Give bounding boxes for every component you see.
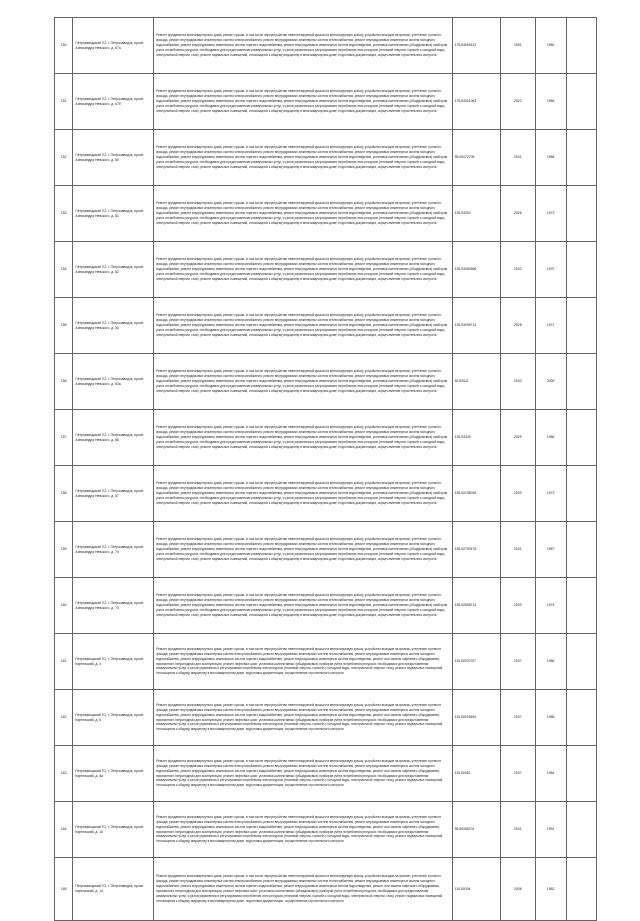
repair-program-table — [54, 17, 597, 921]
cost-cell: 135,52793178 — [452, 522, 500, 578]
address-cell: Петрозаводский ГО, г. Петрозаводск, просп. Александра Невского, д. 83 — [73, 298, 154, 354]
works-cell: Ремонт фундамента многоквартирного дома, ремонт крыши, в том числе переустройство невентилируемой крыши на вентилируемую крышу, устройство выходов на кровлю, утепление и ремонт фасада, ремонт внутридомовых инженерных систем электроснабжения, ремонт внутридомовых инженерных систем теплоснабжения, ремонт внутридомовых инженерных систем холодного водоснабжения, ремонт внутридомовых инженерных систем горячего водоснабжения, ремонт внутридомовых инженерных систем водоотведения, ремонт или замена лифтового оборудования, признанного непригодным для эксплуатации, ремонт лифтовых шахт, установка коллективных (общедомовых) приборов учета потребления ресурсов, необходимых для предоставления коммунальных услуг, и узлов управления и регулирования потребления этих ресурсов (тепловой энергии, горячей и холодной воды, электрической энергии, газа), ремонт подвальных помещений, относящихся к общему имуществу в многоквартирном доме, подготовка документации, осуществление строительного контроля — [154, 858, 452, 921]
works-cell: Ремонт фундамента многоквартирного дома, ремонт крыши, в том числе переустройство невентилируемой крыши на вентилируемую крышу, устройство выходов на кровлю, утепление и ремонт фасада, ремонт внутридомовых инженерных систем электроснабжения, ремонт внутридомовых инженерных систем теплоснабжения, ремонт внутридомовых инженерных систем холодного водоснабжения, ремонт внутридомовых инженерных систем горячего водоснабжения, ремонт внутридомовых инженерных систем водоотведения, ремонт или замена лифтового оборудования, признанного непригодным для эксплуатации, ремонт лифтовых шахт, установка коллективных (общедомовых) приборов учета потребления ресурсов, необходимых для предоставления коммунальных услуг, и узлов управления и регулирования потребления этих ресурсов (тепловой энергии, горячей и холодной воды, электрической энергии, газа), ремонт подвальных помещений, относящихся к общему имуществу в многоквартирном доме, подготовка документации, осуществление строительного контроля — [154, 802, 452, 858]
address-cell: Петрозаводский ГО, г. Петрозаводск, просп. Александра Невского, д. 83а — [73, 354, 154, 410]
address-cell: Петрозаводский ГО, г. Петрозаводск, просп. Александра Невского, д. 67а — [73, 18, 154, 74]
address-cell: Петрозаводский ГО, г. Петрозаводск, просп. Карельский, д. 14 — [73, 858, 154, 921]
row-number-cell: 165 — [55, 858, 73, 921]
address-cell: Петрозаводский ГО, г. Петрозаводск, просп. Карельский, д. 8а — [73, 746, 154, 802]
build-year-cell: 1986 — [535, 634, 566, 690]
row-number-cell: 163 — [55, 746, 73, 802]
empty-cell — [566, 298, 596, 354]
build-year-cell: 1970 — [535, 242, 566, 298]
works-cell: Ремонт фундамента многоквартирного дома, ремонт крыши, в том числе переустройство невентилируемой крыши на вентилируемую крышу, устройство выходов на кровлю, утепление и ремонт фасада, ремонт внутридомовых инженерных систем электроснабжения, ремонт внутридомовых инженерных систем теплоснабжения, ремонт внутридомовых инженерных систем холодного водоснабжения, ремонт внутридомовых инженерных систем горячего водоснабжения, ремонт внутридомовых инженерных систем водоотведения, установка коллективных (общедомовых) приборов учета потребления ресурсов, необходимых для предоставления коммунальных услуг, и узлов управления и регулирования потребления этих ресурсов (тепловой энергии, горячей и холодной воды, электрической энергии, газа), ремонт подвальных помещений, относящихся к общему имуществу в многоквартирном доме, подготовка документации, осуществление строительного контроля — [154, 186, 452, 242]
planned-year-cell: 2036 — [501, 858, 535, 921]
planned-year-cell: 2037 — [501, 690, 535, 746]
row-number-cell: 158 — [55, 466, 73, 522]
planned-year-cell: 2029 — [501, 410, 535, 466]
empty-cell — [566, 690, 596, 746]
works-cell: Ремонт фундамента многоквартирного дома, ремонт крыши, в том числе переустройство невентилируемой крыши на вентилируемую крышу, устройство выходов на кровлю, утепление и ремонт фасада, ремонт внутридомовых инженерных систем электроснабжения, ремонт внутридомовых инженерных систем теплоснабжения, ремонт внутридомовых инженерных систем холодного водоснабжения, ремонт внутридомовых инженерных систем горячего водоснабжения, ремонт внутридомовых инженерных систем водоотведения, установка коллективных (общедомовых) приборов учета потребления ресурсов, необходимых для предоставления коммунальных услуг, и узлов управления и регулирования потребления этих ресурсов (тепловой энергии, горячей и холодной воды, электрической энергии, газа), ремонт подвальных помещений, относящихся к общему имуществу в многоквартирном доме, подготовка документации, осуществление строительного контроля — [154, 410, 452, 466]
cost-cell: 135,52198026 — [452, 466, 500, 522]
cost-cell: 135,52598714 — [452, 578, 500, 634]
row-number-cell: 160 — [55, 578, 73, 634]
cost-cell: 115,50076594 — [452, 690, 500, 746]
build-year-cell: 1973 — [535, 466, 566, 522]
row-number-cell: 159 — [55, 522, 73, 578]
build-year-cell: 1966 — [535, 74, 566, 130]
cost-cell: 95,50068701 — [452, 802, 500, 858]
planned-year-cell: 2030 — [501, 578, 535, 634]
build-year-cell: 1985 — [535, 690, 566, 746]
build-year-cell: 1974 — [535, 578, 566, 634]
build-year-cell: 1986 — [535, 410, 566, 466]
planned-year-cell: 2022 — [501, 74, 535, 130]
works-cell: Ремонт фундамента многоквартирного дома, ремонт крыши, в том числе переустройство невентилируемой крыши на вентилируемую крышу, устройство выходов на кровлю, утепление и ремонт фасада, ремонт внутридомовых инженерных систем электроснабжения, ремонт внутридомовых инженерных систем теплоснабжения, ремонт внутридомовых инженерных систем холодного водоснабжения, ремонт внутридомовых инженерных систем горячего водоснабжения, ремонт внутридомовых инженерных систем водоотведения, установка коллективных (общедомовых) приборов учета потребления ресурсов, необходимых для предоставления коммунальных услуг, и узлов управления и регулирования потребления этих ресурсов (тепловой энергии, горячей и холодной воды, электрической энергии, газа), ремонт подвальных помещений, относящихся к общему имуществу в многоквартирном доме, подготовка документации, осуществление строительного контроля — [154, 74, 452, 130]
row-number-cell: 161 — [55, 634, 73, 690]
table-row — [55, 242, 597, 298]
planned-year-cell: 2051 — [501, 18, 535, 74]
table-row — [55, 130, 597, 186]
table-row — [55, 522, 597, 578]
row-number-cell: 156 — [55, 354, 73, 410]
row-number-cell: 152 — [55, 130, 73, 186]
empty-cell — [566, 466, 596, 522]
empty-cell — [566, 802, 596, 858]
table-row — [55, 74, 597, 130]
planned-year-cell: 2031 — [501, 522, 535, 578]
planned-year-cell: 2030 — [501, 466, 535, 522]
empty-cell — [566, 858, 596, 921]
row-number-cell: 162 — [55, 690, 73, 746]
works-cell: Ремонт фундамента многоквартирного дома, ремонт крыши, в том числе переустройство невентилируемой крыши на вентилируемую крышу, устройство выходов на кровлю, утепление и ремонт фасада, ремонт внутридомовых инженерных систем электроснабжения, ремонт внутридомовых инженерных систем теплоснабжения, ремонт внутридомовых инженерных систем холодного водоснабжения, ремонт внутридомовых инженерных систем горячего водоснабжения, ремонт внутридомовых инженерных систем водоотведения, установка коллективных (общедомовых) приборов учета потребления ресурсов, необходимых для предоставления коммунальных услуг, и узлов управления и регулирования потребления этих ресурсов (тепловой энергии, горячей и холодной воды, электрической энергии, газа), ремонт подвальных помещений, относящихся к общему имуществу в многоквартирном доме, подготовка документации, осуществление строительного контроля — [154, 354, 452, 410]
table-row — [55, 18, 597, 74]
address-cell: Петрозаводский ГО, г. Петрозаводск, просп. Александра Невского, д. 87 — [73, 466, 154, 522]
address-cell: Петрозаводский ГО, г. Петрозаводск, просп. Александра Невского, д. 70 — [73, 522, 154, 578]
planned-year-cell: 2028 — [501, 298, 535, 354]
planned-year-cell: 2037 — [501, 634, 535, 690]
address-cell: Петрозаводский ГО, г. Петрозаводск, просп. Карельский, д. 6 — [73, 690, 154, 746]
address-cell: Петрозаводский ГО, г. Петрозаводск, просп. Александра Невского, д. 67б — [73, 74, 154, 130]
empty-cell — [566, 242, 596, 298]
table-row — [55, 746, 597, 802]
table-row — [55, 634, 597, 690]
table-row — [55, 858, 597, 921]
table-row — [55, 578, 597, 634]
build-year-cell: 1991 — [535, 802, 566, 858]
empty-cell — [566, 522, 596, 578]
empty-cell — [566, 74, 596, 130]
works-cell: Ремонт фундамента многоквартирного дома, ремонт крыши, в том числе переустройство невентилируемой крыши на вентилируемую крышу, устройство выходов на кровлю, утепление и ремонт фасада, ремонт внутридомовых инженерных систем электроснабжения, ремонт внутридомовых инженерных систем теплоснабжения, ремонт внутридомовых инженерных систем холодного водоснабжения, ремонт внутридомовых инженерных систем горячего водоснабжения, ремонт внутридомовых инженерных систем водоотведения, установка коллективных (общедомовых) приборов учета потребления ресурсов, необходимых для предоставления коммунальных услуг, и узлов управления и регулирования потребления этих ресурсов (тепловой энергии, горячей и холодной воды, электрической энергии, газа), ремонт подвальных помещений, относящихся к общему имуществу в многоквартирном доме, подготовка документации, осуществление строительного контроля — [154, 466, 452, 522]
planned-year-cell: 2037 — [501, 746, 535, 802]
table-body — [55, 18, 597, 921]
address-cell: Петрозаводский ГО, г. Петрозаводск, просп. Александра Невского, д. 86 — [73, 410, 154, 466]
empty-cell — [566, 130, 596, 186]
cost-cell: 175,84001063 — [452, 74, 500, 130]
table-row — [55, 186, 597, 242]
cost-cell: 135,53349 — [452, 410, 500, 466]
row-number-cell: 155 — [55, 298, 73, 354]
row-number-cell: 164 — [55, 802, 73, 858]
empty-cell — [566, 186, 596, 242]
planned-year-cell: 2026 — [501, 186, 535, 242]
cost-cell: 115,50034 — [452, 858, 500, 921]
build-year-cell: 1960 — [535, 18, 566, 74]
planned-year-cell: 2041 — [501, 130, 535, 186]
row-number-cell: 154 — [55, 242, 73, 298]
works-cell: Ремонт фундамента многоквартирного дома, ремонт крыши, в том числе переустройство невентилируемой крыши на вентилируемую крышу, устройство выходов на кровлю, утепление и ремонт фасада, ремонт внутридомовых инженерных систем электроснабжения, ремонт внутридомовых инженерных систем теплоснабжения, ремонт внутридомовых инженерных систем холодного водоснабжения, ремонт внутридомовых инженерных систем горячего водоснабжения, ремонт внутридомовых инженерных систем водоотведения, установка коллективных (общедомовых) приборов учета потребления ресурсов, необходимых для предоставления коммунальных услуг, и узлов управления и регулирования потребления этих ресурсов (тепловой энергии, горячей и холодной воды, электрической энергии, газа), ремонт подвальных помещений, относящихся к общему имуществу в многоквартирном доме, подготовка документации, осуществление строительного контроля — [154, 130, 452, 186]
build-year-cell: 2000 — [535, 354, 566, 410]
document-page — [54, 17, 597, 921]
planned-year-cell: 2043 — [501, 354, 535, 410]
works-cell: Ремонт фундамента многоквартирного дома, ремонт крыши, в том числе переустройство невентилируемой крыши на вентилируемую крышу, устройство выходов на кровлю, утепление и ремонт фасада, ремонт внутридомовых инженерных систем электроснабжения, ремонт внутридомовых инженерных систем теплоснабжения, ремонт внутридомовых инженерных систем холодного водоснабжения, ремонт внутридомовых инженерных систем горячего водоснабжения, ремонт внутридомовых инженерных систем водоотведения, установка коллективных (общедомовых) приборов учета потребления ресурсов, необходимых для предоставления коммунальных услуг, и узлов управления и регулирования потребления этих ресурсов (тепловой энергии, горячей и холодной воды, электрической энергии, газа), ремонт подвальных помещений, относящихся к общему имуществу в многоквартирном доме, подготовка документации, осуществление строительного контроля — [154, 522, 452, 578]
works-cell: Ремонт фундамента многоквартирного дома, ремонт крыши, в том числе переустройство невентилируемой крыши на вентилируемую крышу, устройство выходов на кровлю, утепление и ремонт фасада, ремонт внутридомовых инженерных систем электроснабжения, ремонт внутридомовых инженерных систем теплоснабжения, ремонт внутридомовых инженерных систем холодного водоснабжения, ремонт внутридомовых инженерных систем горячего водоснабжения, ремонт внутридомовых инженерных систем водоотведения, установка коллективных (общедомовых) приборов учета потребления ресурсов, необходимых для предоставления коммунальных услуг, и узлов управления и регулирования потребления этих ресурсов (тепловой энергии, горячей и холодной воды, электрической энергии, газа), ремонт подвальных помещений, относящихся к общему имуществу в многоквартирном доме, подготовка документации, осуществление строительного контроля — [154, 242, 452, 298]
address-cell: Петрозаводский ГО, г. Петрозаводск, просп. Карельский, д. 10 — [73, 802, 154, 858]
address-cell: Петрозаводский ГО, г. Петрозаводск, просп. Александра Невского, д. 73 — [73, 578, 154, 634]
cost-cell: 135,53099714 — [452, 298, 500, 354]
build-year-cell: 1968 — [535, 130, 566, 186]
cost-cell: 135,53080566 — [452, 242, 500, 298]
row-number-cell: 157 — [55, 410, 73, 466]
table-row — [55, 466, 597, 522]
empty-cell — [566, 634, 596, 690]
build-year-cell: 1971 — [535, 298, 566, 354]
works-cell: Ремонт фундамента многоквартирного дома, ремонт крыши, в том числе переустройство невентилируемой крыши на вентилируемую крышу, устройство выходов на кровлю, утепление и ремонт фасада, ремонт внутридомовых инженерных систем электроснабжения, ремонт внутридомовых инженерных систем теплоснабжения, ремонт внутридомовых инженерных систем холодного водоснабжения, ремонт внутридомовых инженерных систем горячего водоснабжения, ремонт внутридомовых инженерных систем водоотведения, ремонт или замена лифтового оборудования, признанного непригодным для эксплуатации, ремонт лифтовых шахт, установка коллективных (общедомовых) приборов учета потребления ресурсов, необходимых для предоставления коммунальных услуг, и узлов управления и регулирования потребления этих ресурсов (тепловой энергии, горячей и холодной воды, электрической энергии, газа), ремонт подвальных помещений, относящихся к общему имуществу в многоквартирном доме, подготовка документации, осуществление строительного контроля — [154, 690, 452, 746]
address-cell: Петрозаводский ГО, г. Петрозаводск, просп. Александра Невского, д. 81 — [73, 186, 154, 242]
empty-cell — [566, 410, 596, 466]
cost-cell: 50,50011 — [452, 354, 500, 410]
row-number-cell: 151 — [55, 74, 73, 130]
row-number-cell: 153 — [55, 186, 73, 242]
build-year-cell: 1973 — [535, 186, 566, 242]
address-cell: Петрозаводский ГО, г. Петрозаводск, просп. Карельский, д. 4 — [73, 634, 154, 690]
build-year-cell: 1982 — [535, 858, 566, 921]
planned-year-cell: 2041 — [501, 802, 535, 858]
cost-cell: 175,84699113 — [452, 18, 500, 74]
empty-cell — [566, 746, 596, 802]
empty-cell — [566, 354, 596, 410]
works-cell: Ремонт фундамента многоквартирного дома, ремонт крыши, в том числе переустройство невентилируемой крыши на вентилируемую крышу, устройство выходов на кровлю, утепление и ремонт фасада, ремонт внутридомовых инженерных систем электроснабжения, ремонт внутридомовых инженерных систем теплоснабжения, ремонт внутридомовых инженерных систем холодного водоснабжения, ремонт внутридомовых инженерных систем горячего водоснабжения, ремонт внутридомовых инженерных систем водоотведения, ремонт или замена лифтового оборудования, признанного непригодным для эксплуатации, ремонт лифтовых шахт, установка коллективных (общедомовых) приборов учета потребления ресурсов, необходимых для предоставления коммунальных услуг, и узлов управления и регулирования потребления этих ресурсов (тепловой энергии, горячей и холодной воды, электрической энергии, газа), ремонт подвальных помещений, относящихся к общему имуществу в многоквартирном доме, подготовка документации, осуществление строительного контроля — [154, 634, 452, 690]
works-cell: Ремонт фундамента многоквартирного дома, ремонт крыши, в том числе переустройство невентилируемой крыши на вентилируемую крышу, устройство выходов на кровлю, утепление и ремонт фасада, ремонт внутридомовых инженерных систем электроснабжения, ремонт внутридомовых инженерных систем теплоснабжения, ремонт внутридомовых инженерных систем холодного водоснабжения, ремонт внутридомовых инженерных систем горячего водоснабжения, ремонт внутридомовых инженерных систем водоотведения, ремонт или замена лифтового оборудования, признанного непригодным для эксплуатации, ремонт лифтовых шахт, установка коллективных (общедомовых) приборов учета потребления ресурсов, необходимых для предоставления коммунальных услуг, и узлов управления и регулирования потребления этих ресурсов (тепловой энергии, горячей и холодной воды, электрической энергии, газа), ремонт подвальных помещений, относящихся к общему имуществу в многоквартирном доме, подготовка документации, осуществление строительного контроля — [154, 746, 452, 802]
table-row — [55, 410, 597, 466]
cost-cell: 115,50052 — [452, 746, 500, 802]
build-year-cell: 1984 — [535, 746, 566, 802]
cost-cell: 115,50070757 — [452, 634, 500, 690]
table-row — [55, 802, 597, 858]
table-row — [55, 690, 597, 746]
table-row — [55, 298, 597, 354]
works-cell: Ремонт фундамента многоквартирного дома, ремонт крыши, в том числе переустройство невентилируемой крыши на вентилируемую крышу, устройство выходов на кровлю, утепление и ремонт фасада, ремонт внутридомовых инженерных систем электроснабжения, ремонт внутридомовых инженерных систем теплоснабжения, ремонт внутридомовых инженерных систем холодного водоснабжения, ремонт внутридомовых инженерных систем горячего водоснабжения, ремонт внутридомовых инженерных систем водоотведения, установка коллективных (общедомовых) приборов учета потребления ресурсов, необходимых для предоставления коммунальных услуг, и узлов управления и регулирования потребления этих ресурсов (тепловой энергии, горячей и холодной воды, электрической энергии, газа), ремонт подвальных помещений, относящихся к общему имуществу в многоквартирном доме, подготовка документации, осуществление строительного контроля — [154, 298, 452, 354]
address-cell: Петрозаводский ГО, г. Петрозаводск, просп. Александра Невского, д. 80 — [73, 130, 154, 186]
works-cell: Ремонт фундамента многоквартирного дома, ремонт крыши, в том числе переустройство невентилируемой крыши на вентилируемую крышу, устройство выходов на кровлю, утепление и ремонт фасада, ремонт внутридомовых инженерных систем электроснабжения, ремонт внутридомовых инженерных систем теплоснабжения, ремонт внутридомовых инженерных систем холодного водоснабжения, ремонт внутридомовых инженерных систем горячего водоснабжения, ремонт внутридомовых инженерных систем водоотведения, установка коллективных (общедомовых) приборов учета потребления ресурсов, необходимых для предоставления коммунальных услуг, и узлов управления и регулирования потребления этих ресурсов (тепловой энергии, горячей и холодной воды, электрической энергии, газа), ремонт подвальных помещений, относящихся к общему имуществу в многоквартирном доме, подготовка документации, осуществление строительного контроля — [154, 18, 452, 74]
cost-cell: 135,53304 — [452, 186, 500, 242]
row-number-cell: 150 — [55, 18, 73, 74]
cost-cell: 95,00072705 — [452, 130, 500, 186]
works-cell: Ремонт фундамента многоквартирного дома, ремонт крыши, в том числе переустройство невентилируемой крыши на вентилируемую крышу, устройство выходов на кровлю, утепление и ремонт фасада, ремонт внутридомовых инженерных систем электроснабжения, ремонт внутридомовых инженерных систем теплоснабжения, ремонт внутридомовых инженерных систем холодного водоснабжения, ремонт внутридомовых инженерных систем горячего водоснабжения, ремонт внутридомовых инженерных систем водоотведения, установка коллективных (общедомовых) приборов учета потребления ресурсов, необходимых для предоставления коммунальных услуг, и узлов управления и регулирования потребления этих ресурсов (тепловой энергии, горячей и холодной воды, электрической энергии, газа), ремонт подвальных помещений, относящихся к общему имуществу в многоквартирном доме, подготовка документации, осуществление строительного контроля — [154, 578, 452, 634]
planned-year-cell: 2032 — [501, 242, 535, 298]
address-cell: Петрозаводский ГО, г. Петрозаводск, просп. Александра Невского, д. 82 — [73, 242, 154, 298]
empty-cell — [566, 578, 596, 634]
table-row — [55, 354, 597, 410]
empty-cell — [566, 18, 596, 74]
build-year-cell: 1967 — [535, 522, 566, 578]
